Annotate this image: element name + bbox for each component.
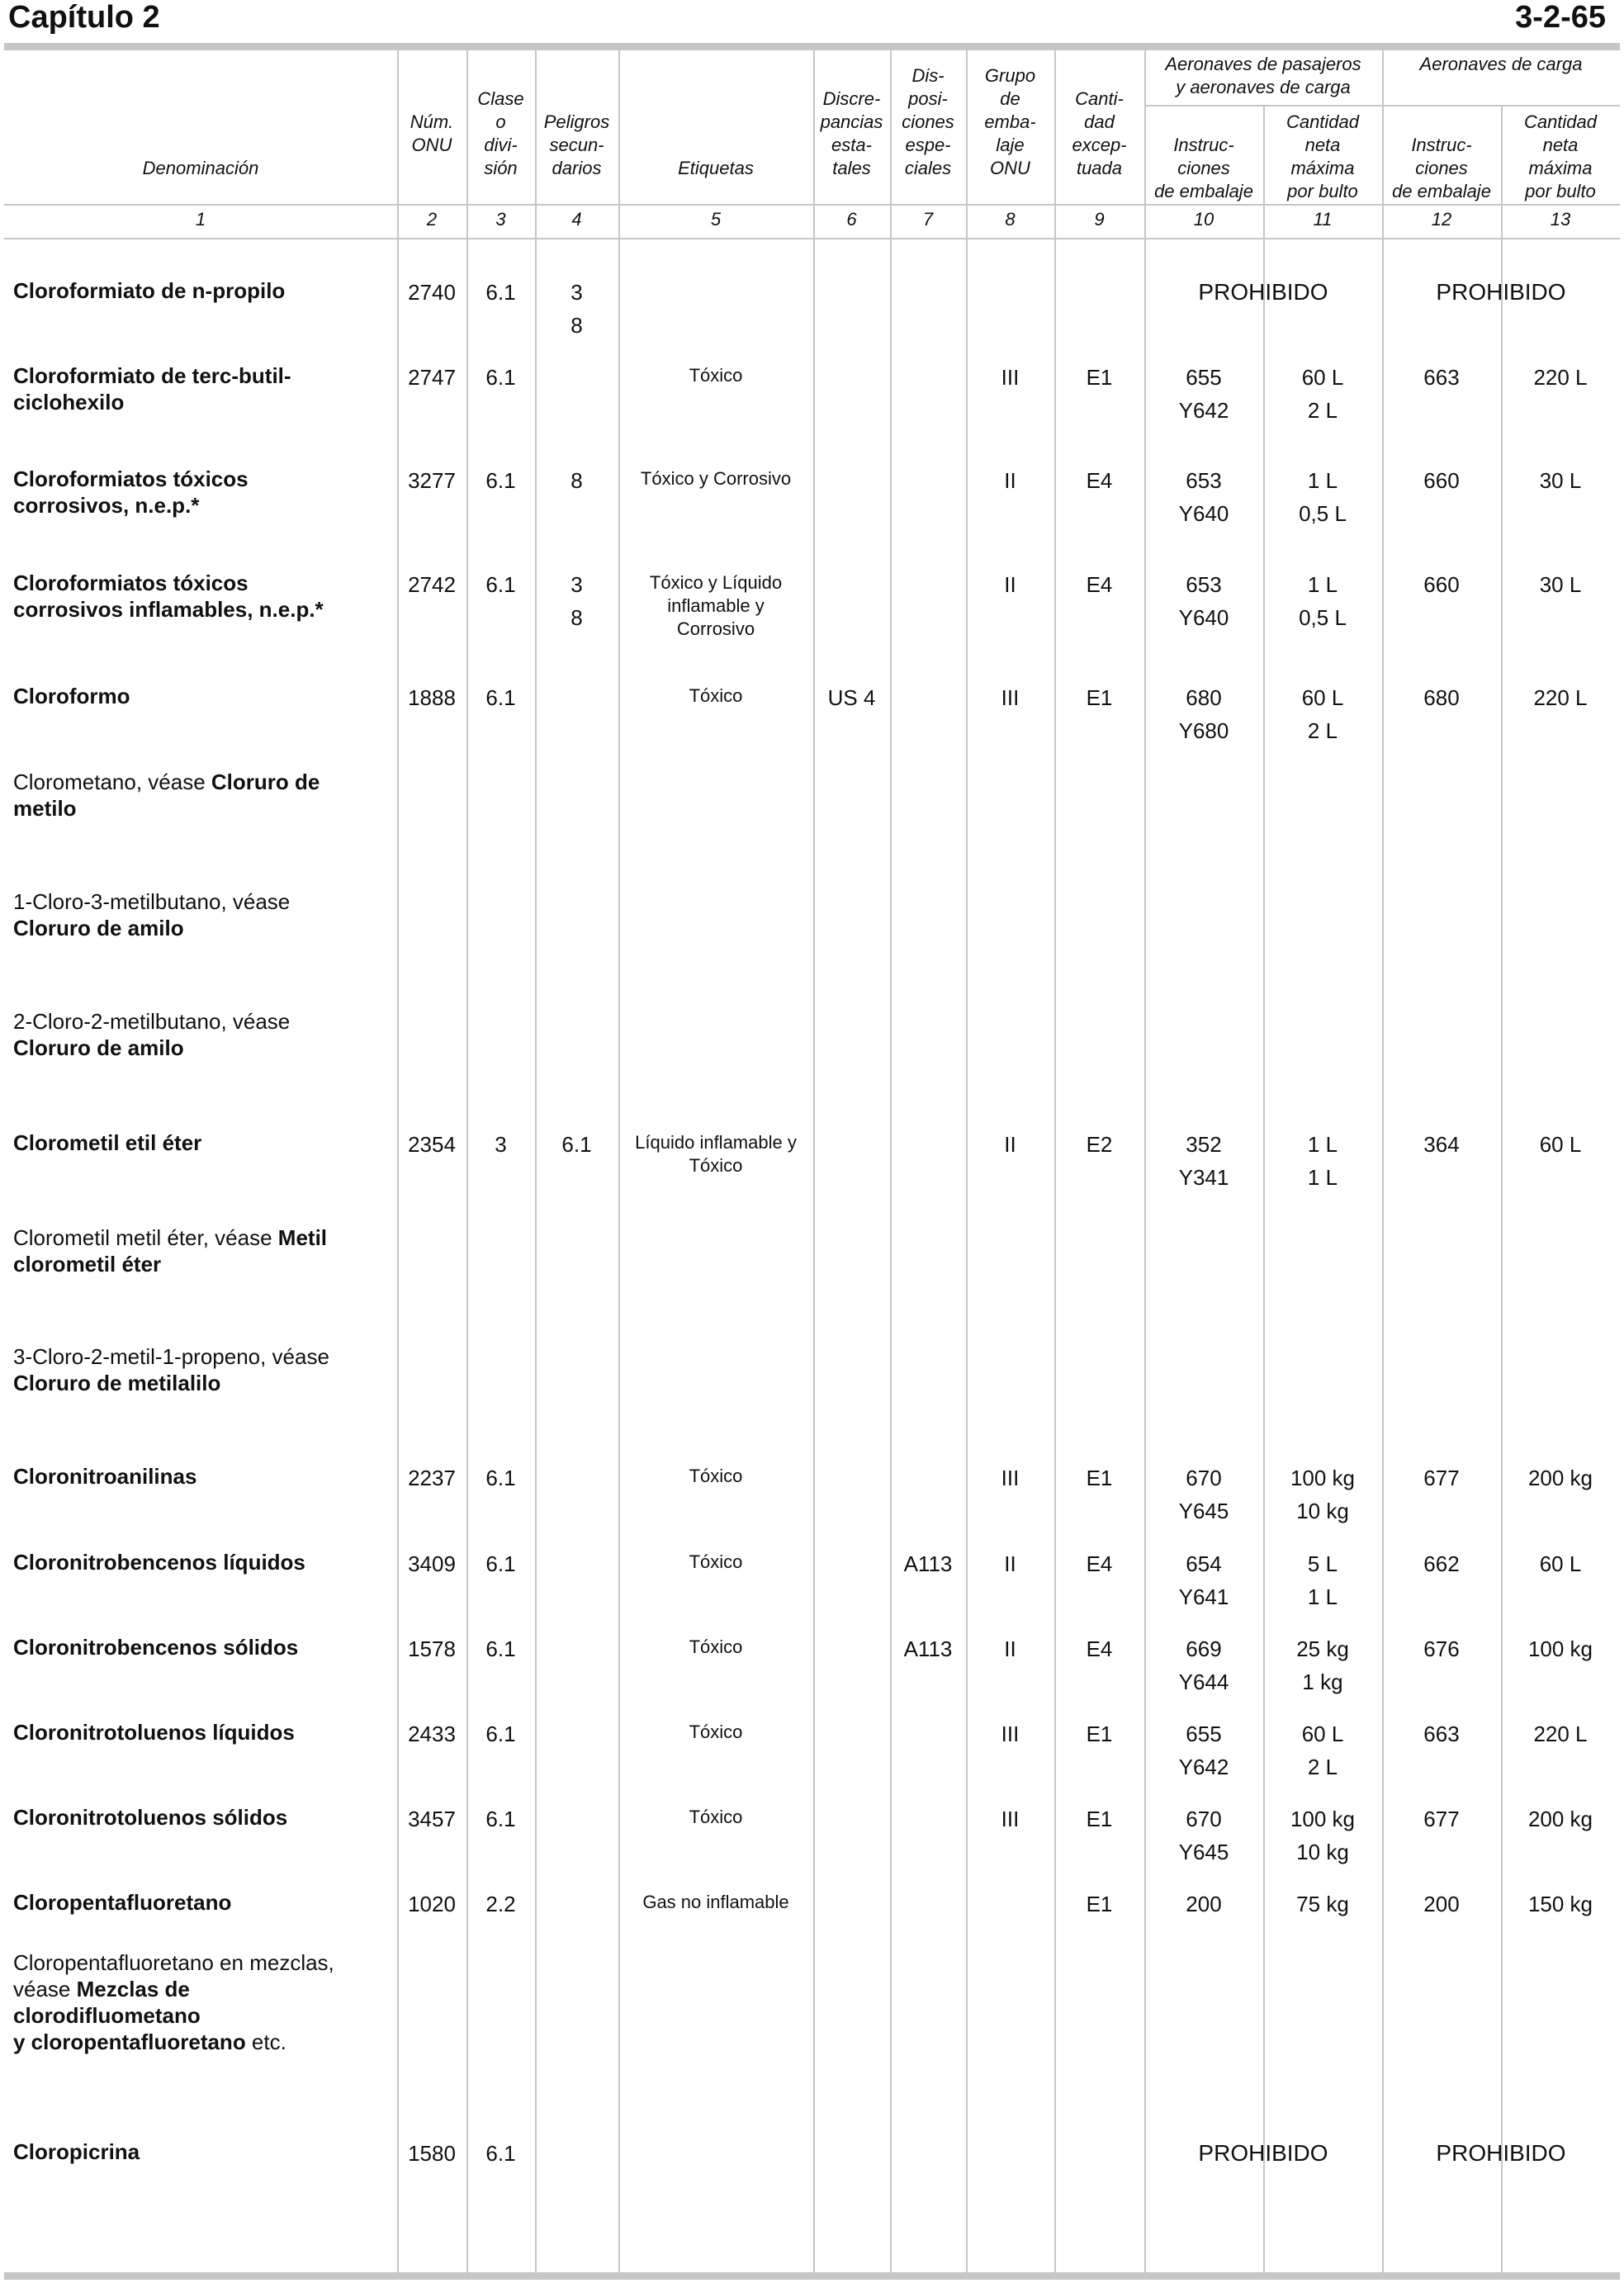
substance-name-bold: Cloronitrotoluenos líquidos <box>13 1720 295 1745</box>
substance-name <box>13 1343 376 1396</box>
subsidiary-hazard: 8 <box>571 313 583 338</box>
excepted-quantity: E4 <box>1086 572 1113 597</box>
header-line: o <box>495 111 506 132</box>
pax-max-quantity: 1 L <box>1307 1584 1338 1609</box>
header-group_pax <box>1144 48 1382 99</box>
hazard-class: 6.1 <box>485 280 516 305</box>
header-c10 <box>1144 107 1263 203</box>
substance-name-bold: Cloropentafluoretano <box>13 1890 232 1915</box>
state-variation: US 4 <box>827 685 876 710</box>
header-line: divi- <box>484 135 518 155</box>
header-line: de embalaje <box>1154 181 1253 201</box>
hazard-label <box>618 1131 813 1177</box>
cargo-packing-instruction: 676 <box>1423 1636 1460 1661</box>
header-line: sión <box>484 158 518 178</box>
cargo-packing-instruction: 660 <box>1423 572 1460 597</box>
number-row-divider <box>4 238 1620 239</box>
substance-name-text: 3-Cloro-2-metil-1-propeno, véase <box>13 1344 329 1369</box>
header-c8 <box>966 51 1054 180</box>
pax-max-quantity: 100 kg <box>1290 1466 1356 1490</box>
packing-group: III <box>1001 365 1020 390</box>
packing-group: III <box>1001 1722 1020 1746</box>
substance-name-bold: clorometil éter <box>13 1252 162 1276</box>
pax-max-quantity: 100 kg <box>1290 1807 1356 1831</box>
header-line: Cantidad <box>1285 111 1360 132</box>
pax-max-quantity: 5 L <box>1307 1551 1338 1576</box>
pax-max-quantity: 10 kg <box>1296 1499 1349 1523</box>
pax-packing-instruction: Y645 <box>1178 1499 1229 1523</box>
substance-name-bold: Metil <box>277 1225 328 1250</box>
substance-name <box>13 769 376 822</box>
header-line: de <box>1000 88 1020 109</box>
header-c12 <box>1382 107 1501 203</box>
substance-name-bold: Cloroformo <box>13 684 130 708</box>
pax-packing-instruction: 653 <box>1186 468 1222 493</box>
column-number: 4 <box>571 209 582 230</box>
pax-max-quantity: 1 L <box>1307 468 1338 493</box>
cargo-max-quantity: 60 L <box>1539 1132 1582 1157</box>
hazard-class: 6.1 <box>485 572 516 597</box>
cargo-packing-instruction: 662 <box>1423 1551 1460 1576</box>
substance-name <box>13 1634 376 1660</box>
pax-max-quantity: 25 kg <box>1296 1636 1349 1661</box>
hazard-label <box>618 1891 813 1914</box>
hazard-class: 3 <box>495 1132 507 1157</box>
column-number: 7 <box>922 209 934 230</box>
header-line: Discre- <box>822 88 881 109</box>
substance-name-bold: Cloruro de <box>211 770 320 794</box>
group-divider <box>1144 105 1620 107</box>
substance-name-text: Cloropentafluoretano en mezclas, <box>13 1950 334 1975</box>
substance-name-bold: clorodifluometano <box>13 2003 201 2028</box>
pax-max-quantity: 0,5 L <box>1299 605 1347 630</box>
cargo-max-quantity: 220 L <box>1533 365 1588 390</box>
hazard-label-line: Líquido inflamable y <box>635 1132 797 1153</box>
substance-name <box>13 362 376 415</box>
excepted-quantity: E1 <box>1086 1807 1113 1831</box>
un-number: 3409 <box>408 1551 456 1576</box>
header-line: ciones <box>1177 158 1230 178</box>
packing-group: III <box>1001 685 1020 710</box>
un-number: 1020 <box>408 1892 456 1916</box>
header-line: dad <box>1084 111 1115 132</box>
substance-name <box>13 466 376 519</box>
hazard-label-line: inflamable y <box>667 595 765 616</box>
hazard-label-line: Tóxico <box>689 365 743 386</box>
pax-packing-instruction: Y642 <box>1178 398 1229 423</box>
hazard-label-line: Gas no inflamable <box>642 1892 789 1912</box>
page-header <box>8 0 1606 40</box>
hazard-label-line: Tóxico <box>689 1636 743 1657</box>
header-line: Aeronaves de carga <box>1419 54 1583 74</box>
header-line: ciones <box>902 111 954 132</box>
pax-max-quantity: 1 L <box>1307 1132 1338 1157</box>
subsidiary-hazard: 6.1 <box>561 1132 592 1157</box>
hazard-class: 6.1 <box>485 2141 516 2166</box>
cargo-packing-instruction: 677 <box>1423 1807 1460 1831</box>
header-line: Denominación <box>142 158 259 178</box>
hazard-class: 6.1 <box>485 685 516 710</box>
header-line: por bulto <box>1287 181 1358 201</box>
un-number: 3277 <box>408 468 456 493</box>
packing-group: II <box>1004 572 1016 597</box>
pax-packing-instruction: Y640 <box>1178 605 1229 630</box>
substance-name-bold: Clorometil etil éter <box>13 1130 202 1155</box>
un-number: 2747 <box>408 365 456 390</box>
header-c13 <box>1501 107 1620 203</box>
header-line: darios <box>552 158 602 178</box>
hazard-label-line: Tóxico <box>689 685 743 706</box>
hazard-label-line: Tóxico <box>689 1722 743 1742</box>
un-number: 2740 <box>408 280 456 305</box>
column-divider <box>535 50 537 2272</box>
column-number: 9 <box>1094 209 1105 230</box>
special-provision: A113 <box>903 1551 953 1576</box>
packing-group: II <box>1004 1132 1016 1157</box>
pax-packing-instruction: 669 <box>1186 1636 1222 1661</box>
header-line: tales <box>832 158 871 178</box>
header-c7 <box>890 51 966 180</box>
header-line: de embalaje <box>1392 181 1491 201</box>
substance-name-bold: Cloropicrina <box>13 2139 140 2164</box>
cargo-max-quantity: 220 L <box>1533 1722 1588 1746</box>
excepted-quantity: E4 <box>1086 1636 1113 1661</box>
excepted-quantity: E1 <box>1086 1722 1113 1746</box>
pax-max-quantity: 2 L <box>1307 1755 1338 1779</box>
pax-packing-instruction: Y680 <box>1178 718 1229 743</box>
substance-name <box>13 888 376 941</box>
pax-packing-instruction: 653 <box>1186 572 1222 597</box>
header-line: ONU <box>990 158 1030 178</box>
cargo-max-quantity: 30 L <box>1539 572 1582 597</box>
un-number: 2433 <box>408 1722 456 1746</box>
header-c11 <box>1263 107 1382 203</box>
header-c5 <box>618 51 813 180</box>
pax-max-quantity: 2 L <box>1307 718 1338 743</box>
un-number: 1580 <box>408 2141 456 2166</box>
substance-name-text: Clorometil metil éter, véase <box>13 1225 278 1250</box>
substance-name <box>13 1130 376 1156</box>
substance-name <box>13 570 376 623</box>
special-provision: A113 <box>903 1636 953 1661</box>
substance-name <box>13 1008 376 1061</box>
packing-group: II <box>1004 1551 1016 1576</box>
hazard-class: 2.2 <box>485 1892 516 1916</box>
un-number: 1888 <box>408 685 456 710</box>
header-group_cargo <box>1382 48 1620 76</box>
column-number: 8 <box>1005 209 1016 230</box>
header-line: tuada <box>1076 158 1123 178</box>
cargo-max-quantity: 60 L <box>1539 1551 1582 1576</box>
excepted-quantity: E2 <box>1086 1132 1113 1157</box>
substance-name <box>13 1889 376 1916</box>
packing-group: III <box>1001 1466 1020 1490</box>
header-c9 <box>1054 51 1144 180</box>
cargo-packing-instruction: 677 <box>1423 1466 1460 1490</box>
header-line: neta <box>1304 135 1341 155</box>
header-line: esta- <box>831 135 872 155</box>
excepted-quantity: E1 <box>1086 365 1113 390</box>
un-number: 1578 <box>408 1636 456 1661</box>
substance-name <box>13 2139 376 2165</box>
header-c6 <box>813 51 890 180</box>
substance-name-bold: Cloronitroanilinas <box>13 1464 197 1489</box>
substance-name-bold: Cloronitrotoluenos sólidos <box>13 1805 288 1830</box>
page-number: 3-2-65 <box>1515 0 1606 35</box>
hazard-class: 6.1 <box>485 468 516 493</box>
header-line: y aeronaves de carga <box>1176 77 1351 97</box>
substance-name-bold: metilo <box>13 796 77 821</box>
hazard-label-line: Tóxico y Corrosivo <box>640 468 792 489</box>
substance-name-bold: ciclohexilo <box>13 390 125 414</box>
substance-name <box>13 1224 376 1277</box>
packing-group: III <box>1001 1807 1020 1831</box>
substance-name-bold: Cloronitrobencenos líquidos <box>13 1550 305 1575</box>
header-line: ciones <box>1415 158 1468 178</box>
substance-name-bold: Cloroformiatos tóxicos <box>13 467 249 491</box>
column-number: 10 <box>1193 209 1214 230</box>
hazard-label-line: Corrosivo <box>676 618 755 639</box>
hazard-label <box>618 364 813 387</box>
hazard-class: 6.1 <box>485 1807 516 1831</box>
substance-name <box>13 1949 376 2055</box>
pax-max-quantity: 60 L <box>1301 685 1344 710</box>
pax-prohibited: PROHIBIDO <box>1198 279 1328 305</box>
column-divider <box>813 50 815 2272</box>
cargo-max-quantity: 220 L <box>1533 685 1588 710</box>
hazard-class: 6.1 <box>485 1636 516 1661</box>
substance-name-text: etc. <box>245 2030 286 2054</box>
hazard-label-line: Tóxico <box>689 1807 743 1827</box>
header-line: Grupo <box>984 65 1036 86</box>
pax-max-quantity: 10 kg <box>1296 1840 1349 1864</box>
header-line: espe- <box>905 135 951 155</box>
subsidiary-hazard: 3 <box>571 280 583 305</box>
column-divider <box>1501 106 1503 2272</box>
excepted-quantity: E4 <box>1086 468 1113 493</box>
pax-packing-instruction: Y644 <box>1178 1670 1229 1694</box>
substance-name-text: véase <box>13 1977 77 2001</box>
hazard-label <box>618 1721 813 1744</box>
pax-max-quantity: 75 kg <box>1296 1892 1349 1916</box>
substance-name-bold: Mezclas de <box>76 1977 190 2001</box>
cargo-max-quantity: 200 kg <box>1527 1466 1593 1490</box>
header-line: excep- <box>1072 135 1127 155</box>
pax-max-quantity: 2 L <box>1307 398 1338 423</box>
header-line: Etiquetas <box>678 158 754 178</box>
un-number: 2237 <box>408 1466 456 1490</box>
cargo-packing-instruction: 364 <box>1423 1132 1460 1157</box>
pax-packing-instruction: Y341 <box>1178 1165 1229 1190</box>
header-c2 <box>397 51 466 157</box>
header-line: por bulto <box>1525 181 1596 201</box>
cargo-prohibited: PROHIBIDO <box>1436 2140 1566 2166</box>
hazard-label <box>618 1636 813 1659</box>
substance-name-bold: Cloroformiato de n-propilo <box>13 278 286 303</box>
header-line: máxima <box>1528 158 1593 178</box>
substance-name-bold: corrosivos, n.e.p.* <box>13 493 200 518</box>
column-number: 2 <box>426 209 438 230</box>
pax-packing-instruction: 680 <box>1186 685 1222 710</box>
pax-packing-instruction: Y642 <box>1178 1755 1229 1779</box>
header-line: Instruc- <box>1411 135 1472 155</box>
pax-prohibited: PROHIBIDO <box>1198 2140 1328 2166</box>
substance-name <box>13 277 376 304</box>
substance-name-bold: Cloruro de amilo <box>13 916 184 940</box>
header-line: Instruc- <box>1173 135 1234 155</box>
hazard-class: 6.1 <box>485 365 516 390</box>
hazard-class: 6.1 <box>485 1551 516 1576</box>
cargo-packing-instruction: 680 <box>1423 685 1460 710</box>
hazard-label <box>618 1465 813 1488</box>
header-line: ciales <box>904 158 952 178</box>
hazard-label <box>618 1806 813 1829</box>
subsidiary-hazard: 3 <box>571 572 583 597</box>
substance-name-bold: y cloropentafluoretano <box>13 2030 246 2054</box>
hazard-class: 6.1 <box>485 1466 516 1490</box>
hazard-label-line: Tóxico <box>689 1466 743 1486</box>
cargo-max-quantity: 150 kg <box>1527 1892 1593 1916</box>
subsidiary-hazard: 8 <box>571 605 583 630</box>
hazard-label <box>618 1551 813 1574</box>
cargo-packing-instruction: 663 <box>1423 1722 1460 1746</box>
header-line: pancias <box>820 111 883 132</box>
substance-name-bold: Cloroformiato de terc-butil- <box>13 363 291 388</box>
un-number: 2742 <box>408 572 456 597</box>
column-number: 5 <box>710 209 722 230</box>
cargo-max-quantity: 30 L <box>1539 468 1582 493</box>
header-line: emba- <box>984 111 1036 132</box>
pax-max-quantity: 60 L <box>1301 365 1344 390</box>
pax-packing-instruction: 655 <box>1186 365 1222 390</box>
substance-name-bold: Cloruro de amilo <box>13 1035 184 1060</box>
cargo-prohibited: PROHIBIDO <box>1436 279 1566 305</box>
subsidiary-hazard: 8 <box>571 468 583 493</box>
header-line: ONU <box>411 135 452 155</box>
header-line: Cantidad <box>1523 111 1598 132</box>
excepted-quantity: E1 <box>1086 1892 1113 1916</box>
hazard-label <box>618 684 813 708</box>
pax-packing-instruction: 200 <box>1186 1892 1222 1916</box>
header-line: secun- <box>549 135 604 155</box>
column-number: 13 <box>1550 209 1571 230</box>
packing-group: II <box>1004 1636 1016 1661</box>
pax-packing-instruction: 352 <box>1186 1132 1222 1157</box>
un-number: 3457 <box>408 1807 456 1831</box>
column-number: 1 <box>195 209 206 230</box>
pax-max-quantity: 0,5 L <box>1299 501 1347 526</box>
substance-name-bold: corrosivos inflamables, n.e.p.* <box>13 597 324 622</box>
header-line: Dis- <box>911 65 945 86</box>
substance-name <box>13 1463 376 1490</box>
substance-name <box>13 1719 376 1745</box>
packing-group: II <box>1004 468 1016 493</box>
cargo-max-quantity: 100 kg <box>1527 1636 1593 1661</box>
cargo-packing-instruction: 663 <box>1423 365 1460 390</box>
substance-name <box>13 683 376 709</box>
chapter-title: Capítulo 2 <box>8 0 160 35</box>
header-c1 <box>4 51 397 180</box>
substance-name <box>13 1804 376 1831</box>
hazard-label-line: Tóxico y Líquido <box>649 572 783 593</box>
header-line: Aeronaves de pasajeros <box>1165 54 1361 74</box>
bottom-rule <box>4 2272 1620 2280</box>
hazard-label-line: Tóxico <box>689 1551 743 1572</box>
header-line: Núm. <box>410 111 454 132</box>
header-line: máxima <box>1290 158 1355 178</box>
excepted-quantity: E1 <box>1086 685 1113 710</box>
pax-max-quantity: 1 L <box>1307 1165 1338 1190</box>
column-number: 3 <box>495 209 506 230</box>
hazard-label-line: Tóxico <box>689 1155 743 1176</box>
column-number: 6 <box>846 209 857 230</box>
substance-name <box>13 1549 376 1575</box>
pax-packing-instruction: 670 <box>1186 1807 1222 1831</box>
pax-max-quantity: 60 L <box>1301 1722 1344 1746</box>
pax-packing-instruction: 670 <box>1186 1466 1222 1490</box>
hazard-class: 6.1 <box>485 1722 516 1746</box>
hazard-label <box>618 467 813 490</box>
pax-packing-instruction: 654 <box>1186 1551 1222 1576</box>
header-line: Peligros <box>543 111 610 132</box>
un-number: 2354 <box>408 1132 456 1157</box>
column-divider <box>890 50 892 2272</box>
hazard-label <box>618 571 813 641</box>
pax-packing-instruction: Y645 <box>1178 1840 1229 1864</box>
cargo-packing-instruction: 660 <box>1423 468 1460 493</box>
header-line: neta <box>1542 135 1579 155</box>
substance-name-bold: Cloruro de metilalilo <box>13 1371 221 1395</box>
header-line: Clase <box>477 88 524 109</box>
header-c4 <box>535 51 618 180</box>
header-c3 <box>466 51 535 180</box>
pax-max-quantity: 1 kg <box>1302 1670 1343 1694</box>
column-number: 12 <box>1431 209 1452 230</box>
excepted-quantity: E1 <box>1086 1466 1113 1490</box>
pax-max-quantity: 1 L <box>1307 572 1338 597</box>
pax-packing-instruction: Y641 <box>1178 1584 1229 1609</box>
substance-name-bold: Cloronitrobencenos sólidos <box>13 1635 299 1660</box>
substance-name-bold: Cloroformiatos tóxicos <box>13 571 249 595</box>
substance-name-text: Clorometano, véase <box>13 770 211 794</box>
header-line: Canti- <box>1075 88 1124 109</box>
header-divider <box>4 204 1620 206</box>
pax-packing-instruction: 655 <box>1186 1722 1222 1746</box>
header-line: posi- <box>908 88 948 109</box>
excepted-quantity: E4 <box>1086 1551 1113 1576</box>
column-number: 11 <box>1313 209 1333 230</box>
pax-packing-instruction: Y640 <box>1178 501 1229 526</box>
cargo-max-quantity: 200 kg <box>1527 1807 1593 1831</box>
header-line: laje <box>996 135 1025 155</box>
substance-name-text: 2-Cloro-2-metilbutano, véase <box>13 1009 291 1034</box>
cargo-packing-instruction: 200 <box>1423 1892 1460 1916</box>
substance-name-text: 1-Cloro-3-metilbutano, véase <box>13 889 291 914</box>
